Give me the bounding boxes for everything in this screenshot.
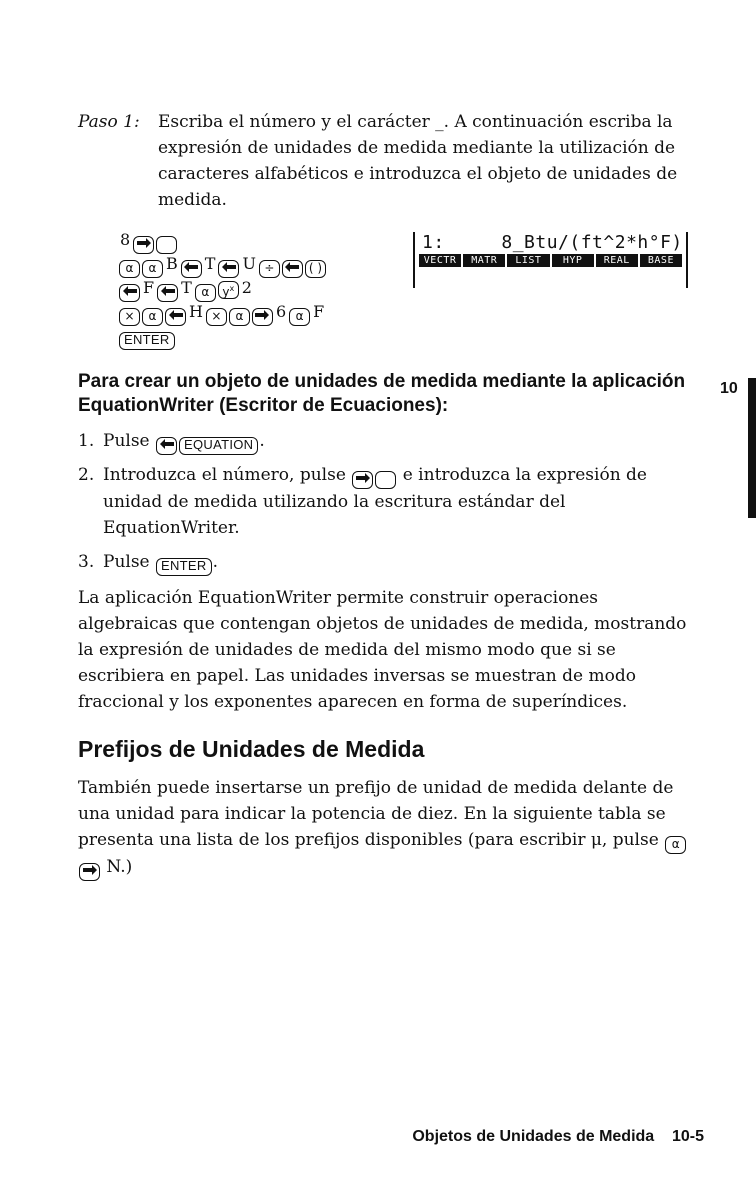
- alpha-icon: α: [229, 308, 250, 326]
- keystroke-sequence: [118, 228, 327, 348]
- step-label: Paso 1:: [78, 112, 140, 132]
- alpha-icon: α: [142, 308, 163, 326]
- alpha-icon: α: [289, 308, 310, 326]
- multiply-icon: ×: [206, 308, 227, 326]
- keystroke-char: F: [313, 302, 325, 321]
- menu-key-label: VECTR: [419, 254, 461, 267]
- menu-key-label: LIST: [507, 254, 549, 267]
- footer-title: Objetos de Unidades de Medida: [412, 1128, 655, 1145]
- body-paragraph: [78, 775, 698, 881]
- body-paragraph: La aplicación EquationWriter permite construir operaciones algebraicas que contengan objetos de unidades de medida, mostrando la expresión de unidades de medida del mismo modo que si se escribiera en papel. Las unidades inversas se muestran de modo fraccional y los exponentes aparecen en forma de superíndices.: [78, 588, 687, 712]
- left-shift-icon: [282, 260, 303, 278]
- menu-key-label: REAL: [596, 254, 638, 267]
- enter-key: ENTER: [156, 558, 212, 576]
- keystroke-char: 8: [120, 230, 131, 249]
- list-number: 1.: [78, 431, 95, 451]
- list-text: .: [259, 431, 265, 451]
- step-text: Escriba el número y el carácter _. A continuación escriba la expresión de unidades de medida mediante la utilización de caracteres alfabéticos e introduzca el objeto de unidades de medida.: [158, 112, 678, 210]
- list-text: Pulse: [103, 552, 150, 572]
- keystroke-row: [118, 252, 327, 276]
- alpha-icon: α: [142, 260, 163, 278]
- prefix-text-end: N.): [106, 857, 133, 877]
- prefix-text: También puede insertarse un prefijo de unidad de medida delante de una unidad para indicar la potencia de diez. En la siguiente tabla se presenta una lista de los prefijos disponibles (para escribir μ, pulse: [78, 778, 674, 850]
- right-shift-icon: [79, 863, 100, 881]
- menu-key-label: HYP: [552, 254, 594, 267]
- list-number: 2.: [78, 465, 95, 485]
- list-item: [78, 428, 678, 455]
- multiply-icon: ×: [119, 308, 140, 326]
- list-text: Introduzca el número, pulse: [103, 465, 346, 485]
- alpha-icon: α: [119, 260, 140, 278]
- keystroke-row: [118, 228, 327, 252]
- power-icon: $y^x$: [218, 281, 239, 299]
- keystroke-char: 6: [275, 302, 287, 321]
- keystroke-char: T: [204, 254, 216, 273]
- keystroke-row: [118, 324, 327, 348]
- keystroke-char: 2: [241, 278, 252, 297]
- left-shift-icon: [156, 437, 177, 455]
- keystroke-row: [118, 300, 327, 324]
- section-title: Prefijos de Unidades de Medida: [78, 736, 425, 762]
- keystroke-char: H: [189, 302, 203, 321]
- display-stack-line: 1: 8_Btu/(ft^2*h°F): [422, 232, 683, 253]
- page-number: 10-5: [671, 1128, 704, 1145]
- section-heading: Para crear un objeto de unidades de medida mediante la aplicación EquationWriter (Escritor de Ecuaciones):: [78, 371, 686, 416]
- menu-key-label: MATR: [463, 254, 505, 267]
- calculator-display: [413, 232, 688, 288]
- divide-icon: ÷: [259, 260, 280, 278]
- equation-key: EQUATION: [179, 437, 258, 455]
- display-menu: [419, 254, 682, 267]
- right-shift-icon: [352, 471, 373, 489]
- list-text: .: [212, 552, 218, 572]
- keystroke-char: U: [242, 254, 256, 273]
- list-text: e introduzca la expresión de unidad de medida utilizando la escritura estándar del EquationWriter.: [103, 465, 647, 538]
- chapter-tab: 10: [720, 380, 738, 397]
- right-shift-icon: [252, 308, 273, 326]
- list-item: [78, 462, 678, 541]
- keystroke-char: F: [143, 278, 155, 297]
- page-footer: [412, 1128, 704, 1146]
- chapter-bar: [748, 378, 756, 518]
- keystroke-row: [118, 276, 327, 300]
- keystroke-char: B: [166, 254, 178, 273]
- alpha-icon: α: [195, 284, 216, 302]
- enter-key: ENTER: [119, 332, 175, 350]
- alpha-icon: α: [665, 836, 686, 854]
- parentheses-icon: ( ): [305, 260, 326, 278]
- keystroke-char: T: [181, 278, 192, 297]
- list-text: Pulse: [103, 431, 150, 451]
- list-item: [78, 549, 678, 576]
- menu-key-label: BASE: [640, 254, 682, 267]
- underscore-icon: [375, 471, 396, 489]
- list-number: 3.: [78, 552, 95, 572]
